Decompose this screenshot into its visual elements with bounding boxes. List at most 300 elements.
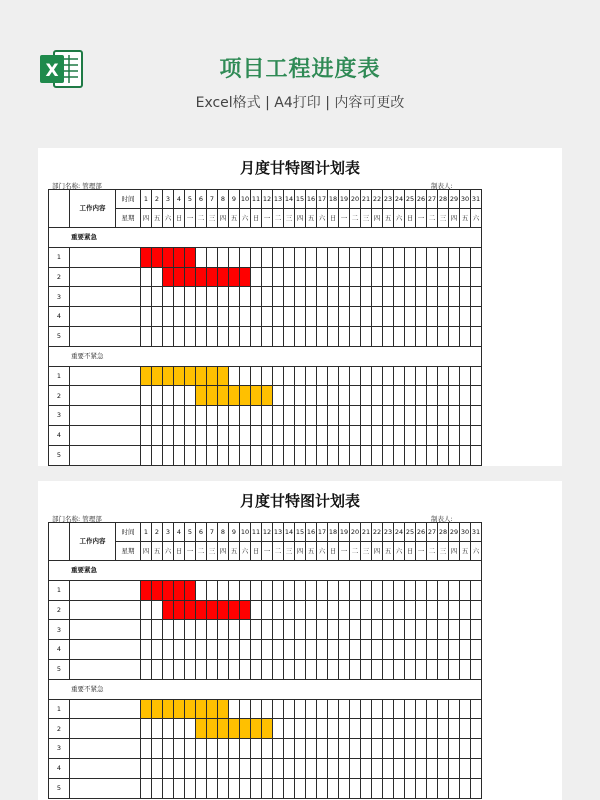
gantt-cell[interactable] [438, 386, 449, 406]
gantt-cell[interactable] [460, 307, 471, 327]
gantt-cell[interactable] [229, 247, 240, 267]
gantt-cell[interactable] [361, 778, 372, 798]
gantt-cell[interactable] [361, 406, 372, 426]
gantt-cell[interactable] [240, 425, 251, 445]
gantt-cell[interactable] [449, 620, 460, 640]
gantt-cell[interactable] [306, 445, 317, 465]
gantt-cell[interactable] [284, 406, 295, 426]
gantt-cell[interactable] [361, 247, 372, 267]
gantt-cell[interactable] [449, 659, 460, 679]
gantt-cell[interactable] [141, 267, 152, 287]
gantt-cell[interactable] [240, 366, 251, 386]
gantt-cell[interactable] [394, 640, 405, 660]
gantt-cell[interactable] [471, 307, 482, 327]
gantt-cell[interactable] [273, 267, 284, 287]
gantt-cell[interactable] [350, 600, 361, 620]
gantt-cell[interactable] [449, 445, 460, 465]
gantt-cell[interactable] [317, 247, 328, 267]
gantt-cell[interactable] [284, 778, 295, 798]
gantt-cell[interactable] [284, 366, 295, 386]
gantt-cell[interactable] [405, 386, 416, 406]
gantt-cell[interactable] [218, 580, 229, 600]
gantt-cell[interactable] [394, 445, 405, 465]
gantt-cell[interactable] [394, 247, 405, 267]
gantt-cell[interactable] [339, 326, 350, 346]
gantt-cell[interactable] [317, 699, 328, 719]
gantt-cell[interactable] [471, 580, 482, 600]
gantt-cell[interactable] [284, 307, 295, 327]
gantt-cell[interactable] [372, 659, 383, 679]
task-content-cell[interactable] [70, 758, 141, 778]
task-content-cell[interactable] [70, 659, 141, 679]
gantt-cell[interactable] [317, 267, 328, 287]
gantt-cell[interactable] [372, 739, 383, 759]
gantt-cell[interactable] [295, 287, 306, 307]
gantt-cell[interactable] [471, 267, 482, 287]
gantt-cell[interactable] [405, 425, 416, 445]
gantt-cell[interactable] [163, 287, 174, 307]
gantt-cell[interactable] [405, 445, 416, 465]
gantt-cell[interactable] [471, 600, 482, 620]
gantt-cell[interactable] [207, 659, 218, 679]
gantt-cell[interactable] [372, 267, 383, 287]
gantt-cell[interactable] [438, 247, 449, 267]
gantt-cell[interactable] [251, 267, 262, 287]
gantt-cell[interactable] [306, 620, 317, 640]
gantt-bar-cell[interactable] [207, 366, 218, 386]
gantt-cell[interactable] [416, 719, 427, 739]
gantt-cell[interactable] [251, 366, 262, 386]
gantt-cell[interactable] [328, 307, 339, 327]
gantt-cell[interactable] [218, 778, 229, 798]
gantt-cell[interactable] [229, 287, 240, 307]
gantt-bar-cell[interactable] [229, 600, 240, 620]
gantt-cell[interactable] [328, 640, 339, 660]
gantt-cell[interactable] [383, 640, 394, 660]
gantt-cell[interactable] [163, 758, 174, 778]
task-content-cell[interactable] [70, 425, 141, 445]
gantt-cell[interactable] [229, 445, 240, 465]
gantt-cell[interactable] [350, 366, 361, 386]
gantt-cell[interactable] [262, 600, 273, 620]
gantt-cell[interactable] [383, 386, 394, 406]
gantt-bar-cell[interactable] [218, 366, 229, 386]
gantt-cell[interactable] [471, 778, 482, 798]
gantt-cell[interactable] [317, 719, 328, 739]
gantt-cell[interactable] [196, 287, 207, 307]
gantt-cell[interactable] [163, 307, 174, 327]
gantt-cell[interactable] [405, 719, 416, 739]
gantt-cell[interactable] [196, 406, 207, 426]
gantt-cell[interactable] [196, 640, 207, 660]
gantt-cell[interactable] [306, 719, 317, 739]
gantt-cell[interactable] [262, 659, 273, 679]
gantt-bar-cell[interactable] [174, 366, 185, 386]
gantt-cell[interactable] [383, 620, 394, 640]
gantt-bar-cell[interactable] [196, 719, 207, 739]
gantt-cell[interactable] [438, 699, 449, 719]
gantt-cell[interactable] [372, 640, 383, 660]
gantt-bar-cell[interactable] [218, 719, 229, 739]
gantt-cell[interactable] [438, 326, 449, 346]
gantt-cell[interactable] [196, 659, 207, 679]
gantt-cell[interactable] [449, 580, 460, 600]
gantt-cell[interactable] [240, 640, 251, 660]
gantt-cell[interactable] [427, 778, 438, 798]
gantt-cell[interactable] [449, 326, 460, 346]
gantt-cell[interactable] [405, 640, 416, 660]
task-content-cell[interactable] [70, 386, 141, 406]
gantt-cell[interactable] [196, 425, 207, 445]
gantt-cell[interactable] [240, 326, 251, 346]
gantt-cell[interactable] [405, 699, 416, 719]
gantt-cell[interactable] [328, 425, 339, 445]
gantt-cell[interactable] [284, 739, 295, 759]
gantt-cell[interactable] [361, 758, 372, 778]
gantt-cell[interactable] [361, 739, 372, 759]
gantt-cell[interactable] [438, 366, 449, 386]
gantt-cell[interactable] [361, 366, 372, 386]
gantt-cell[interactable] [273, 640, 284, 660]
gantt-cell[interactable] [295, 600, 306, 620]
gantt-bar-cell[interactable] [262, 719, 273, 739]
gantt-cell[interactable] [163, 425, 174, 445]
gantt-cell[interactable] [383, 307, 394, 327]
gantt-cell[interactable] [460, 719, 471, 739]
gantt-cell[interactable] [427, 307, 438, 327]
gantt-cell[interactable] [262, 778, 273, 798]
gantt-cell[interactable] [372, 699, 383, 719]
gantt-cell[interactable] [350, 739, 361, 759]
task-content-cell[interactable] [70, 307, 141, 327]
gantt-cell[interactable] [317, 406, 328, 426]
gantt-cell[interactable] [383, 580, 394, 600]
gantt-cell[interactable] [394, 366, 405, 386]
gantt-cell[interactable] [460, 326, 471, 346]
task-content-cell[interactable] [70, 580, 141, 600]
gantt-cell[interactable] [306, 406, 317, 426]
gantt-cell[interactable] [383, 699, 394, 719]
gantt-cell[interactable] [262, 580, 273, 600]
gantt-cell[interactable] [196, 326, 207, 346]
gantt-cell[interactable] [284, 758, 295, 778]
gantt-cell[interactable] [471, 247, 482, 267]
gantt-cell[interactable] [185, 386, 196, 406]
gantt-cell[interactable] [438, 640, 449, 660]
gantt-cell[interactable] [416, 386, 427, 406]
gantt-cell[interactable] [141, 386, 152, 406]
gantt-cell[interactable] [394, 267, 405, 287]
gantt-cell[interactable] [317, 287, 328, 307]
gantt-cell[interactable] [174, 758, 185, 778]
gantt-cell[interactable] [339, 699, 350, 719]
gantt-bar-cell[interactable] [218, 386, 229, 406]
gantt-cell[interactable] [185, 406, 196, 426]
gantt-cell[interactable] [163, 620, 174, 640]
gantt-cell[interactable] [350, 386, 361, 406]
gantt-cell[interactable] [306, 287, 317, 307]
gantt-cell[interactable] [350, 758, 361, 778]
gantt-bar-cell[interactable] [163, 600, 174, 620]
gantt-cell[interactable] [262, 445, 273, 465]
gantt-cell[interactable] [196, 778, 207, 798]
gantt-cell[interactable] [163, 326, 174, 346]
gantt-cell[interactable] [295, 758, 306, 778]
gantt-cell[interactable] [471, 739, 482, 759]
gantt-cell[interactable] [218, 247, 229, 267]
gantt-cell[interactable] [328, 580, 339, 600]
gantt-cell[interactable] [372, 580, 383, 600]
gantt-cell[interactable] [295, 739, 306, 759]
gantt-cell[interactable] [350, 445, 361, 465]
gantt-cell[interactable] [218, 640, 229, 660]
gantt-cell[interactable] [295, 620, 306, 640]
gantt-cell[interactable] [207, 640, 218, 660]
gantt-cell[interactable] [383, 445, 394, 465]
gantt-cell[interactable] [163, 640, 174, 660]
task-content-cell[interactable] [70, 620, 141, 640]
gantt-cell[interactable] [471, 659, 482, 679]
gantt-cell[interactable] [185, 739, 196, 759]
gantt-cell[interactable] [240, 620, 251, 640]
gantt-cell[interactable] [427, 406, 438, 426]
gantt-cell[interactable] [438, 778, 449, 798]
gantt-cell[interactable] [262, 366, 273, 386]
gantt-cell[interactable] [251, 600, 262, 620]
gantt-cell[interactable] [251, 287, 262, 307]
gantt-bar-cell[interactable] [229, 267, 240, 287]
gantt-cell[interactable] [372, 366, 383, 386]
gantt-cell[interactable] [460, 406, 471, 426]
gantt-cell[interactable] [295, 640, 306, 660]
gantt-cell[interactable] [350, 287, 361, 307]
gantt-cell[interactable] [174, 778, 185, 798]
gantt-cell[interactable] [306, 267, 317, 287]
gantt-cell[interactable] [251, 307, 262, 327]
gantt-bar-cell[interactable] [174, 580, 185, 600]
gantt-cell[interactable] [350, 778, 361, 798]
gantt-cell[interactable] [174, 739, 185, 759]
gantt-cell[interactable] [251, 758, 262, 778]
gantt-cell[interactable] [196, 739, 207, 759]
gantt-cell[interactable] [471, 425, 482, 445]
gantt-cell[interactable] [273, 287, 284, 307]
gantt-cell[interactable] [185, 287, 196, 307]
gantt-cell[interactable] [273, 445, 284, 465]
gantt-cell[interactable] [394, 719, 405, 739]
gantt-cell[interactable] [427, 600, 438, 620]
gantt-cell[interactable] [427, 287, 438, 307]
gantt-bar-cell[interactable] [240, 719, 251, 739]
gantt-cell[interactable] [372, 719, 383, 739]
gantt-cell[interactable] [471, 699, 482, 719]
gantt-cell[interactable] [317, 326, 328, 346]
gantt-cell[interactable] [416, 778, 427, 798]
gantt-cell[interactable] [339, 267, 350, 287]
gantt-cell[interactable] [328, 287, 339, 307]
gantt-cell[interactable] [240, 247, 251, 267]
gantt-cell[interactable] [449, 719, 460, 739]
gantt-cell[interactable] [350, 406, 361, 426]
gantt-cell[interactable] [317, 386, 328, 406]
gantt-cell[interactable] [394, 699, 405, 719]
gantt-bar-cell[interactable] [152, 580, 163, 600]
gantt-cell[interactable] [196, 307, 207, 327]
gantt-cell[interactable] [185, 425, 196, 445]
gantt-cell[interactable] [152, 600, 163, 620]
gantt-cell[interactable] [152, 326, 163, 346]
gantt-cell[interactable] [152, 739, 163, 759]
gantt-cell[interactable] [152, 386, 163, 406]
gantt-cell[interactable] [394, 739, 405, 759]
gantt-cell[interactable] [405, 307, 416, 327]
gantt-cell[interactable] [449, 366, 460, 386]
gantt-cell[interactable] [284, 326, 295, 346]
gantt-cell[interactable] [372, 287, 383, 307]
gantt-cell[interactable] [152, 406, 163, 426]
gantt-cell[interactable] [449, 247, 460, 267]
gantt-cell[interactable] [273, 600, 284, 620]
gantt-cell[interactable] [339, 406, 350, 426]
gantt-cell[interactable] [317, 758, 328, 778]
gantt-cell[interactable] [328, 778, 339, 798]
gantt-cell[interactable] [427, 580, 438, 600]
gantt-cell[interactable] [251, 640, 262, 660]
gantt-cell[interactable] [273, 326, 284, 346]
gantt-cell[interactable] [449, 699, 460, 719]
gantt-bar-cell[interactable] [218, 267, 229, 287]
gantt-cell[interactable] [306, 247, 317, 267]
task-content-cell[interactable] [70, 640, 141, 660]
gantt-cell[interactable] [152, 307, 163, 327]
gantt-cell[interactable] [350, 719, 361, 739]
gantt-cell[interactable] [152, 445, 163, 465]
gantt-cell[interactable] [328, 386, 339, 406]
gantt-cell[interactable] [460, 425, 471, 445]
gantt-cell[interactable] [372, 758, 383, 778]
gantt-cell[interactable] [460, 247, 471, 267]
gantt-bar-cell[interactable] [174, 600, 185, 620]
gantt-cell[interactable] [306, 778, 317, 798]
gantt-cell[interactable] [328, 247, 339, 267]
gantt-cell[interactable] [273, 719, 284, 739]
gantt-bar-cell[interactable] [141, 366, 152, 386]
gantt-cell[interactable] [350, 580, 361, 600]
gantt-bar-cell[interactable] [185, 600, 196, 620]
gantt-cell[interactable] [273, 247, 284, 267]
gantt-bar-cell[interactable] [163, 699, 174, 719]
gantt-cell[interactable] [229, 580, 240, 600]
gantt-cell[interactable] [251, 620, 262, 640]
gantt-cell[interactable] [416, 739, 427, 759]
gantt-cell[interactable] [185, 758, 196, 778]
gantt-cell[interactable] [240, 659, 251, 679]
gantt-cell[interactable] [317, 659, 328, 679]
gantt-cell[interactable] [438, 267, 449, 287]
gantt-cell[interactable] [438, 307, 449, 327]
gantt-bar-cell[interactable] [262, 386, 273, 406]
task-content-cell[interactable] [70, 719, 141, 739]
gantt-cell[interactable] [306, 307, 317, 327]
gantt-cell[interactable] [174, 287, 185, 307]
task-content-cell[interactable] [70, 739, 141, 759]
gantt-cell[interactable] [427, 445, 438, 465]
gantt-cell[interactable] [218, 287, 229, 307]
gantt-cell[interactable] [262, 699, 273, 719]
gantt-cell[interactable] [262, 307, 273, 327]
gantt-cell[interactable] [416, 659, 427, 679]
gantt-cell[interactable] [295, 406, 306, 426]
gantt-cell[interactable] [152, 758, 163, 778]
gantt-cell[interactable] [207, 445, 218, 465]
gantt-cell[interactable] [372, 445, 383, 465]
task-content-cell[interactable] [70, 445, 141, 465]
gantt-cell[interactable] [427, 366, 438, 386]
gantt-cell[interactable] [207, 778, 218, 798]
gantt-cell[interactable] [229, 758, 240, 778]
gantt-cell[interactable] [449, 267, 460, 287]
gantt-cell[interactable] [207, 758, 218, 778]
gantt-cell[interactable] [416, 580, 427, 600]
gantt-bar-cell[interactable] [185, 580, 196, 600]
gantt-cell[interactable] [350, 307, 361, 327]
gantt-cell[interactable] [174, 640, 185, 660]
gantt-cell[interactable] [141, 445, 152, 465]
gantt-cell[interactable] [383, 406, 394, 426]
gantt-cell[interactable] [306, 699, 317, 719]
gantt-cell[interactable] [284, 425, 295, 445]
gantt-cell[interactable] [218, 739, 229, 759]
gantt-cell[interactable] [317, 445, 328, 465]
gantt-cell[interactable] [273, 699, 284, 719]
gantt-cell[interactable] [185, 620, 196, 640]
gantt-cell[interactable] [306, 386, 317, 406]
gantt-cell[interactable] [339, 739, 350, 759]
gantt-cell[interactable] [383, 758, 394, 778]
gantt-cell[interactable] [328, 406, 339, 426]
gantt-cell[interactable] [383, 719, 394, 739]
gantt-cell[interactable] [383, 778, 394, 798]
gantt-cell[interactable] [295, 778, 306, 798]
gantt-cell[interactable] [339, 425, 350, 445]
gantt-cell[interactable] [251, 326, 262, 346]
gantt-cell[interactable] [427, 758, 438, 778]
gantt-cell[interactable] [394, 600, 405, 620]
gantt-cell[interactable] [449, 287, 460, 307]
gantt-cell[interactable] [372, 326, 383, 346]
gantt-cell[interactable] [350, 659, 361, 679]
gantt-cell[interactable] [229, 739, 240, 759]
gantt-cell[interactable] [174, 445, 185, 465]
gantt-bar-cell[interactable] [240, 600, 251, 620]
gantt-cell[interactable] [218, 307, 229, 327]
gantt-cell[interactable] [449, 600, 460, 620]
gantt-cell[interactable] [471, 287, 482, 307]
gantt-bar-cell[interactable] [218, 600, 229, 620]
gantt-cell[interactable] [284, 620, 295, 640]
gantt-cell[interactable] [207, 620, 218, 640]
gantt-bar-cell[interactable] [141, 699, 152, 719]
gantt-cell[interactable] [460, 620, 471, 640]
gantt-cell[interactable] [328, 600, 339, 620]
gantt-cell[interactable] [405, 758, 416, 778]
gantt-cell[interactable] [438, 287, 449, 307]
gantt-cell[interactable] [251, 739, 262, 759]
gantt-bar-cell[interactable] [196, 386, 207, 406]
gantt-cell[interactable] [284, 386, 295, 406]
gantt-cell[interactable] [460, 778, 471, 798]
gantt-cell[interactable] [141, 719, 152, 739]
